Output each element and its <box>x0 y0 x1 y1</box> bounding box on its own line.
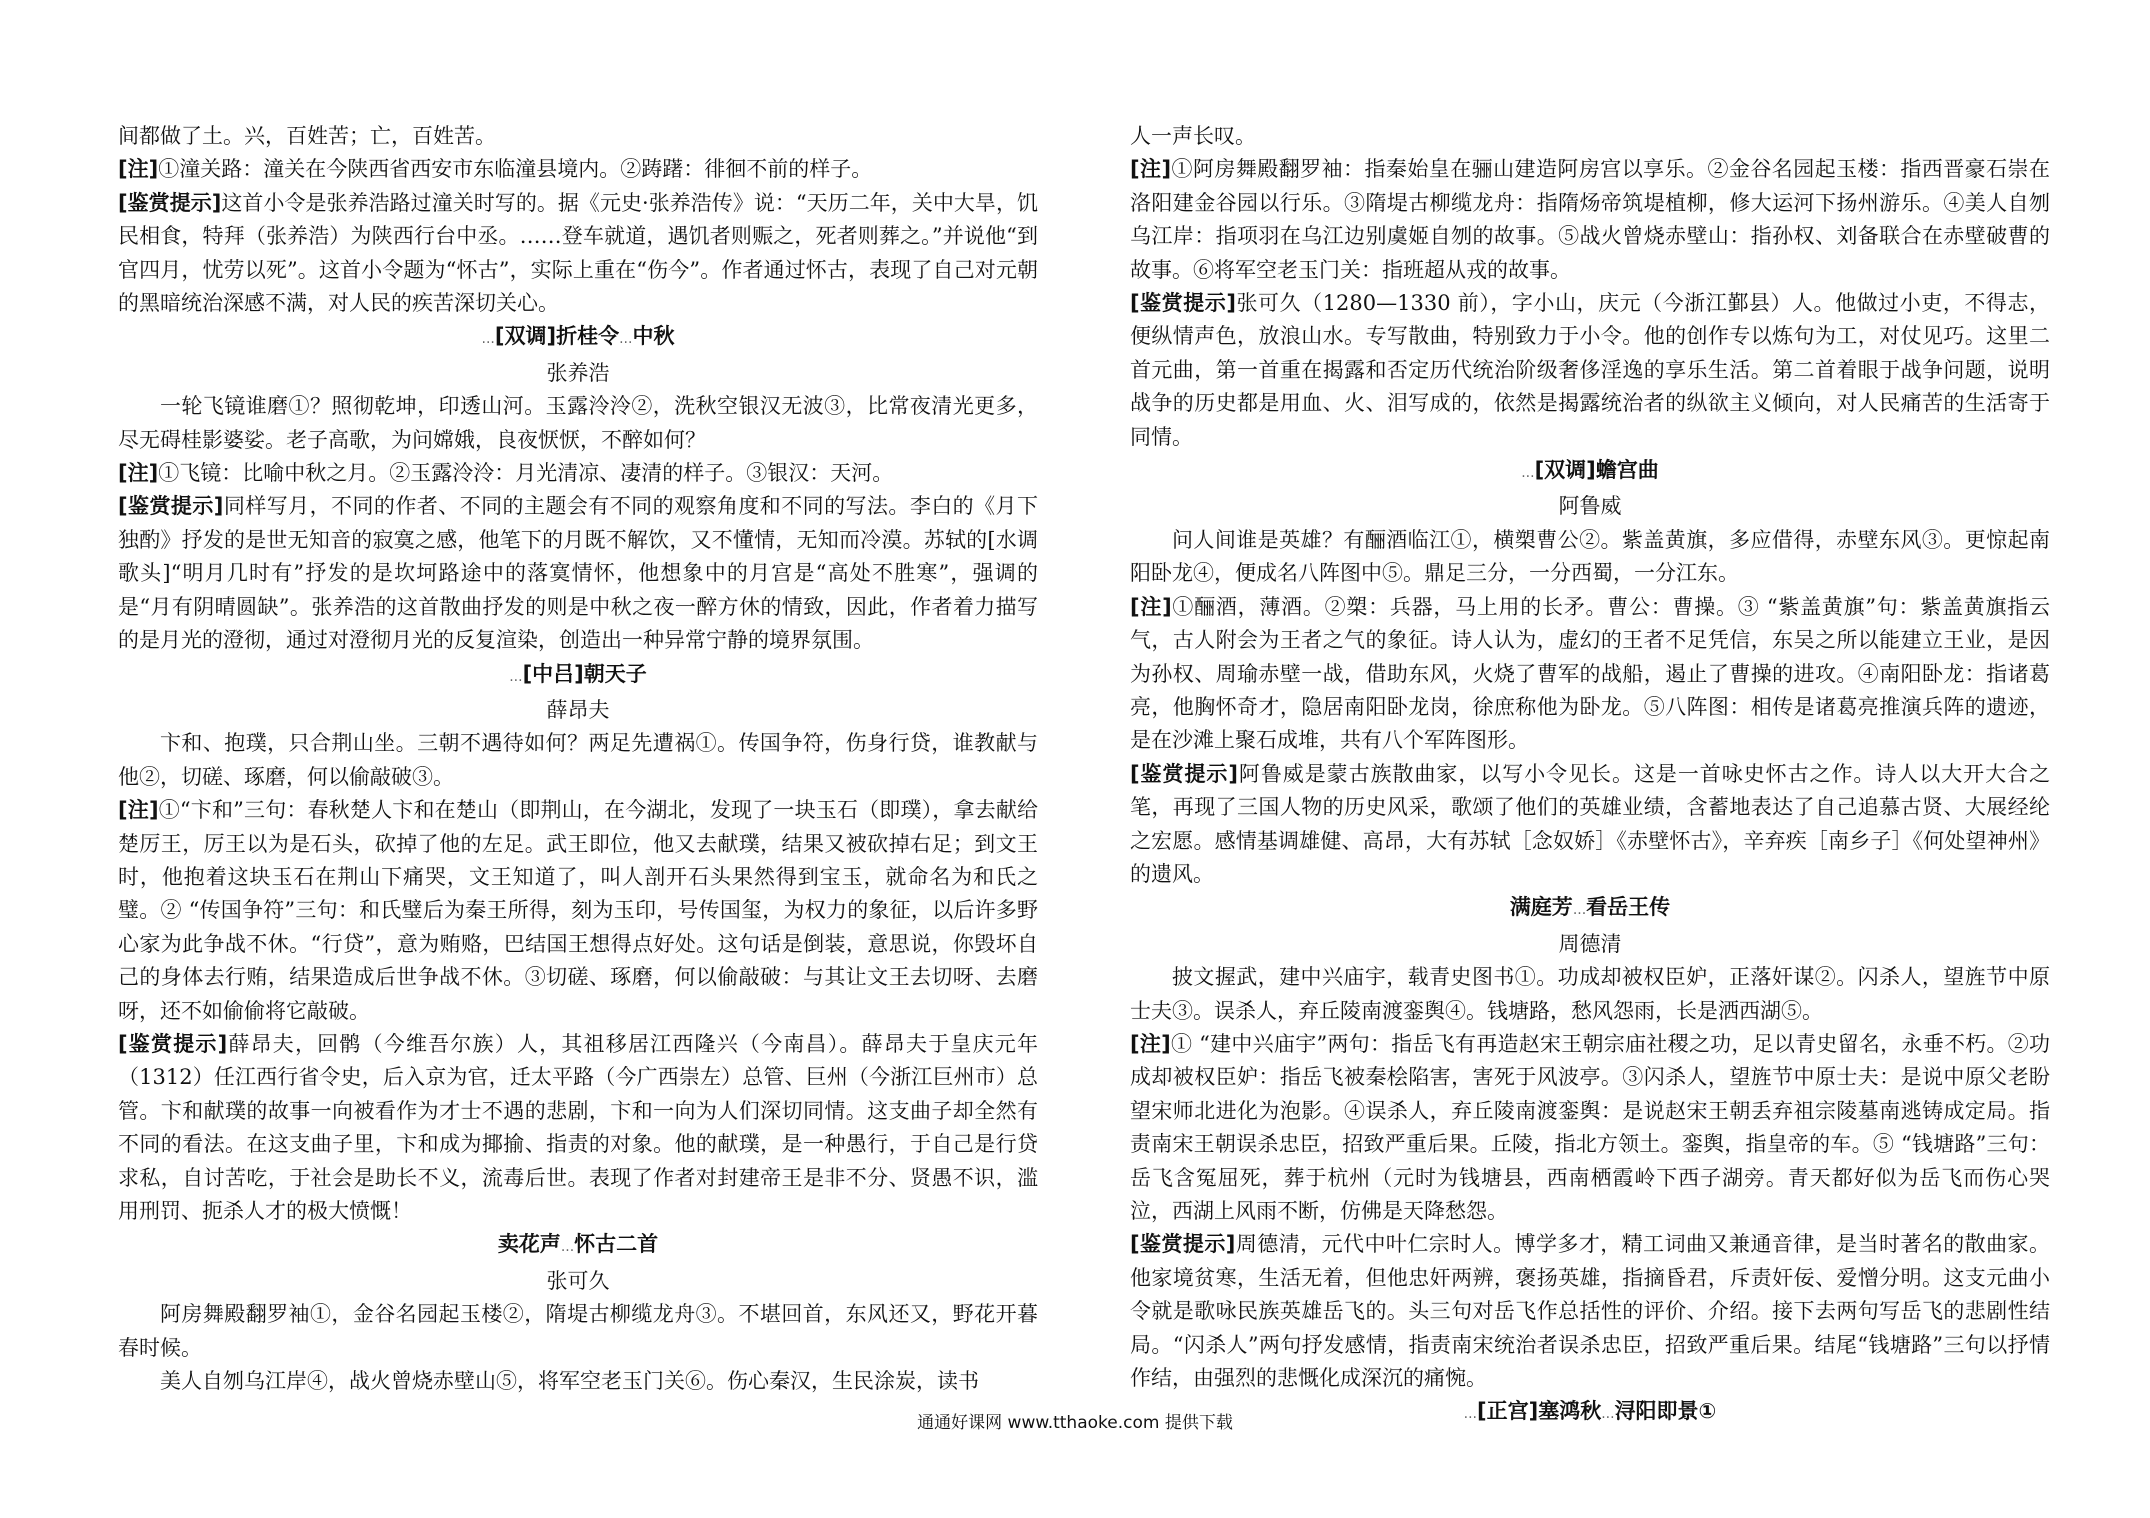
poem-text: 美人自刎乌江岸④，战火曾烧赤壁山⑤，将军空老玉门关⑥。伤心秦汉，生民涂炭，读书 <box>160 1369 979 1394</box>
poem-text: 阿房舞殿翻罗袖①，金谷名园起玉楼②，隋堤古柳缆龙舟③。不堪回首，东风还又，野花开暮春时候。 <box>118 1302 1038 1360</box>
section-title <box>1130 891 2050 927</box>
note-text: ①阿房舞殿翻罗袖：指秦始皇在骊山建造阿房宫以享乐。②金谷名园起玉楼：指西晋豪石崇在洛阳建金谷园以行乐。③隋堤古柳缆龙舟：指隋炀帝筑堤植柳，修大运河下扬州游乐。④美人自刎乌江岸：指项羽在乌江边别虞姬自刎的故事。⑤战火曾烧赤壁山：指孙权、刘备联合在赤壁破曹的故事。⑥将军空老玉门关：指班超从戎的故事。 <box>1130 157 2050 282</box>
appreciation-text: 阿鲁威是蒙古族散曲家，以写小令见长。这是一首咏史怀古之作。诗人以大开大合之笔，再现了三国人物的历史风采，歌颂了他们的英雄业绩，含蓄地表达了自己追慕古贤、大展经纶之宏愿。感情基调雄健、高昂，大有苏轼［念奴娇］《赤壁怀古》，辛弃疾［南乡子］《何处望神州》的遗风。 <box>1130 761 2050 886</box>
note-tag: [注] <box>1130 157 1172 182</box>
title-suffix: 看岳王传 <box>1586 895 1671 920</box>
appreciation-tag: [鉴赏提示] <box>118 190 222 215</box>
title-dots: ... <box>1601 1406 1615 1423</box>
note-tag: [注] <box>118 461 159 486</box>
note-paragraph <box>1130 1028 2050 1228</box>
note-paragraph <box>1130 591 2050 758</box>
left-column <box>118 120 1038 1398</box>
author-name: 阿鲁威 <box>1558 494 1622 519</box>
appreciation-text: 薛昂夫，回鹘（今维吾尔族）人，其祖移居江西隆兴（今南昌）。薛昂夫于皇庆元年（1312）任江西行省令史，后入京为官，迁太平路（今广西崇左）总管、巨州（今浙江巨州市）总管。卞和献璞的故事一向被看作为才士不遇的悲剧，卞和一向为人们深切同情。这支曲子却全然有不同的看法。在这支曲子里，卞和成为揶揄、指责的对象。他的献璞，是一种愚行，于自己是行贷求私，自讨苦吃，于社会是助长不义，流毒后世。表现了作者对封建帝王是非不分、贤愚不识，滥用刑罚、扼杀人才的极大愤慨！ <box>118 1031 1038 1223</box>
poem-text: 一轮飞镜谁磨①？照彻乾坤，印透山河。玉露泠泠②，洗秋空银汉无波③，比常夜清光更多，尽无碍桂影婆娑。老子高歌，为问嫦娥，良夜恹恹，不醉如何？ <box>118 394 1038 452</box>
title-prefix: [正宫]塞鸿秋 <box>1477 1399 1602 1424</box>
note-tag: [注] <box>1130 594 1172 619</box>
title-prefix: [双调]折桂令 <box>494 324 620 349</box>
title-dots: ... <box>509 668 523 685</box>
appreciation-paragraph <box>1130 758 2050 892</box>
appreciation-tag: [鉴赏提示] <box>1130 291 1236 316</box>
appreciation-text: 张可久（1280—1330 前），字小山，庆元（今浙江鄞县）人。他做过小吏，不得志，便纵情声色，放浪山水。专写散曲，特别致力于小令。他的创作专以炼句为工，对仗见巧。这里二首元曲，第一首重在揭露和否定历代统治阶级奢侈淫逸的享乐生活。第二首着眼于战争问题，说明战争的历史都是用血、火、泪写成的，依然是揭露统治者的纵欲主义倾向，对人民痛苦的生活寄于同情。 <box>1130 291 2051 449</box>
appreciation-paragraph <box>118 187 1038 321</box>
poem-text: 卞和、抱璞，只合荆山坐。三朝不遇待如何？两足先遭祸①。传国争符，伤身行贷，谁教献与他②，切磋、琢磨，何以偷敲破③。 <box>118 731 1038 789</box>
note-text: ①“卞和”三句：春秋楚人卞和在楚山（即荆山，在今湖北，发现了一块玉石（即璞），拿去献给楚厉王，厉王以为是石头，砍掉了他的左足。武王即位，他又去献璞，结果又被砍掉右足；到文王时，他抱着这块玉石在荆山下痛哭，文王知道了，叫人剖开石头果然得到宝玉，就命名为和氏之璧。② “传国争符”三句：和氏璧后为秦王所得，刻为玉印，号传国玺，为权力的象征，以后许多野心家为此争战不休。“行贷”，意为贿赂，巴结国王想得点好处。这句话是倒装，意思说，你毁坏自己的身体去行贿，结果造成后世争战不休。③切磋、琢磨，何以偷敲破：与其让文王去切呀、去磨呀，还不如偷偷将它敲破。 <box>118 798 1038 1023</box>
note-paragraph <box>118 794 1038 1028</box>
title-dots: ... <box>1463 1406 1477 1423</box>
title-suffix: 浔阳即景① <box>1614 1399 1717 1424</box>
author-name: 张养浩 <box>546 360 610 385</box>
title-dots: ... <box>560 1239 575 1256</box>
section-title <box>118 658 1038 694</box>
page-footer: 通通好课网 www.tthaoke.com 提供下载 <box>917 1413 1233 1433</box>
text-line: 间都做了土。兴，百姓苦；亡，百姓苦。 <box>118 124 496 148</box>
author-name: 薛昂夫 <box>546 697 610 722</box>
note-text: ①飞镜：比喻中秋之月。②玉露泠泠：月光清凉、凄清的样子。③银汉：天河。 <box>158 461 894 486</box>
note-text: ①潼关路：潼关在今陕西省西安市东临潼县境内。②踌躇：徘徊不前的样子。 <box>158 157 873 182</box>
appreciation-text: 同样写月，不同的作者、不同的主题会有不同的观察角度和不同的写法。李白的《月下独酌》抒发的是世无知音的寂寞之感，他笔下的月既不解饮，又不懂情，无知而冷漠。苏轼的[水调歌头]“明月几时有”抒发的是坎坷路途中的落寞情怀，他想象中的月宫是“高处不胜寒”，强调的是“月有阴晴圆缺”。张养浩的这首散曲抒发的则是中秋之夜一醉方休的情致，因此，作者着力描写的是月光的澄彻，通过对澄彻月光的反复渲染，创造出一种异常宁静的境界氛围。 <box>118 494 1038 653</box>
appreciation-tag: [鉴赏提示] <box>118 494 224 519</box>
note-tag: [注] <box>118 798 159 823</box>
note-tag: [注] <box>1130 1031 1171 1056</box>
title-suffix: 怀古二首 <box>574 1232 659 1257</box>
author-name: 张可久 <box>546 1268 610 1293</box>
appreciation-tag: [鉴赏提示] <box>118 1031 228 1056</box>
poem-text: 披文握武，建中兴庙宇，载青史图书①。功成却被权臣妒，正落奸谋②。闪杀人，望旌节中原士夫③。误杀人，弃丘陵南渡銮舆④。钱塘路，愁风怨雨，长是洒西湖⑤。 <box>1130 965 2050 1023</box>
title-prefix: 满庭芳 <box>1509 895 1573 920</box>
appreciation-paragraph <box>1130 1228 2050 1395</box>
appreciation-paragraph <box>1130 287 2050 454</box>
appreciation-paragraph <box>118 490 1038 657</box>
title-dots: ... <box>619 331 633 348</box>
appreciation-tag: [鉴赏提示] <box>1130 1232 1236 1257</box>
title-suffix: 中秋 <box>632 324 675 349</box>
title-prefix: 卖花声 <box>497 1232 561 1257</box>
title-text: [中吕]朝天子 <box>522 661 647 686</box>
section-title <box>118 1228 1038 1264</box>
title-dots: ... <box>1572 902 1587 919</box>
note-paragraph <box>118 153 1038 186</box>
section-title <box>118 320 1038 356</box>
note-tag: [注] <box>118 157 159 182</box>
appreciation-text: 周德清，元代中叶仁宗时人。博学多才，精工词曲又兼通音律，是当时著名的散曲家。他家境贫寒，生活无着，但他忠奸两辨，褒扬英雄，指摘昏君，斥责奸佞、爱憎分明。这支元曲小令就是歌咏民族英雄岳飞的。头三句对岳飞作总括性的评价、介绍。接下去两句写岳飞的悲剧性结局。“闪杀人”两句抒发感情，指责南宋统治者误杀忠臣，招致严重后果。结尾“钱塘路”三句以抒情作结，由强烈的悲慨化成深沉的痛惋。 <box>1130 1232 2050 1391</box>
poem-text: 问人间谁是英雄？有酾酒临江①，横槊曹公②。紫盖黄旗，多应借得，赤壁东风③。更惊起南阳卧龙④，便成名八阵图中⑤。鼎足三分，一分西蜀，一分江东。 <box>1130 527 2050 586</box>
section-title <box>1130 454 2050 490</box>
title-dots: ... <box>481 331 495 348</box>
note-paragraph <box>118 457 1038 490</box>
appreciation-text: 这首小令是张养浩路过潼关时写的。据《元史·张养浩传》说：“天历二年，关中大旱，饥民相食，特拜（张养浩）为陕西行台中丞。……登车就道，遇饥者则赈之，死者则葬之。”并说他“到官四月，忧劳以死”。这首小令题为“怀古”，实际上重在“伤今”。作者通过怀古，表现了自己对元朝的黑暗统治深感不满，对人民的疾苦深切关心。 <box>118 190 1038 316</box>
right-column <box>1130 120 2050 1432</box>
note-paragraph <box>1130 153 2050 287</box>
author-name: 周德清 <box>1558 931 1622 956</box>
appreciation-tag: [鉴赏提示] <box>1130 761 1238 786</box>
title-text: [双调]蟾宫曲 <box>1534 458 1659 483</box>
appreciation-paragraph <box>118 1028 1038 1228</box>
title-dots: ... <box>1521 465 1535 482</box>
note-text: ①酾酒，薄酒。②槊：兵器，马上用的长矛。曹公：曹操。③ “紫盖黄旗”句：紫盖黄旗指云气，古人附会为王者之气的象征。诗人认为，虚幻的王者不足凭信，东吴之所以能建立王业，是因为孙权、周瑜赤壁一战，借助东风，火烧了曹军的战船，遏止了曹操的进攻。④南阳卧龙：指诸葛亮，他胸怀奇才，隐居南阳卧龙岗，徐庶称他为卧龙。⑤八阵图：相传是诸葛亮推演兵阵的遗迹，是在沙滩上聚石成堆，共有八个军阵图形。 <box>1130 594 2050 753</box>
text-line: 人一声长叹。 <box>1130 124 1256 148</box>
note-text: ① “建中兴庙宇”两句：指岳飞有再造赵宋王朝宗庙社稷之功，足以青史留名，永垂不朽。②功成却被权臣妒：指岳飞被秦桧陷害，害死于风波亭。③闪杀人，望旌节中原士夫：是说中原父老盼望宋师北进化为泡影。④误杀人，弃丘陵南渡銮舆：是说赵宋王朝丢弃祖宗陵墓南逃铸成定局。指责南宋王朝误杀忠臣，招致严重后果。丘陵，指北方领土。銮舆，指皇帝的车。⑤ “钱塘路”三句：岳飞含冤屈死，葬于杭州（元时为钱塘县，西南栖霞岭下西子湖旁。青天都好似为岳飞而伤心哭泣，西湖上风雨不断，仿佛是天降愁怨。 <box>1130 1031 2050 1223</box>
